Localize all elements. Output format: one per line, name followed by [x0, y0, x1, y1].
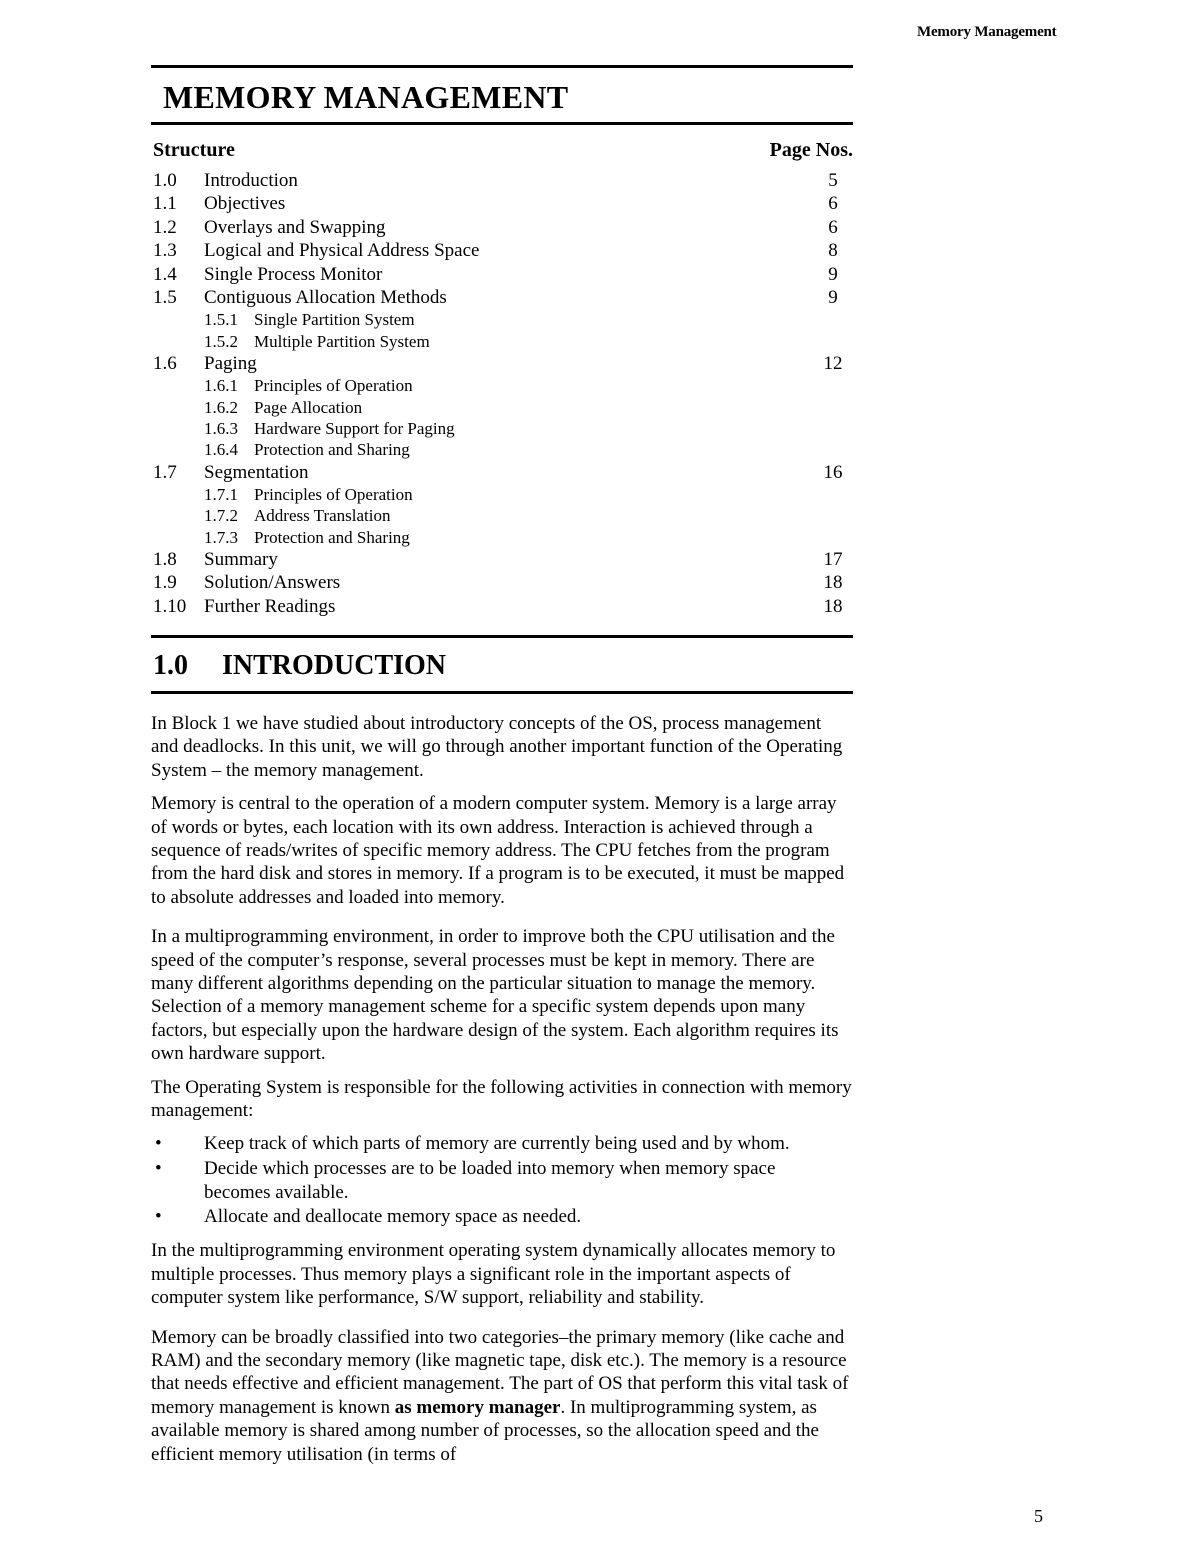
bullet-icon: • — [155, 1206, 162, 1228]
toc-entry-number: 1.8 — [153, 548, 177, 570]
toc-structure-label: Structure — [153, 139, 235, 161]
toc-entry — [151, 353, 853, 376]
toc-entry-label: Segmentation — [204, 461, 309, 483]
toc-entry — [151, 240, 853, 263]
paragraph: In Block 1 we have studied about introductory concepts of the OS, process management and deadlocks. In this unit, we will go through another important function of the Operating System – the memory management. — [151, 712, 843, 781]
paragraph-text: . In multiprogramming system, as available memory is shared among number of processes, so the allocation speed and the efficient memory utilisation (in terms of — [151, 1396, 819, 1465]
toc-entry — [151, 549, 853, 572]
page-content — [151, 65, 853, 1476]
toc-entry-label: Protection and Sharing — [254, 527, 410, 547]
toc-subentry — [151, 376, 853, 397]
toc-entry — [151, 264, 853, 287]
toc-entry-number: 1.0 — [153, 170, 177, 191]
toc-entry-label: Overlays and Swapping — [204, 216, 386, 238]
list-item-text: Keep track of which parts of memory are currently being used and by whom. — [204, 1133, 790, 1155]
toc-entry-page: 9 — [828, 286, 838, 308]
toc-entry-label: Introduction — [204, 170, 298, 191]
toc-entry-number: 1.2 — [153, 216, 177, 238]
toc-entry — [151, 572, 853, 595]
toc-entry-page: 6 — [828, 193, 838, 215]
toc-subentry — [151, 506, 853, 527]
toc-entry-page: 6 — [828, 216, 838, 238]
toc-entry-page: 9 — [828, 263, 838, 285]
toc-entry-number: 1.7 — [153, 461, 177, 483]
section-bottom-rule — [151, 691, 853, 694]
bullet-icon: • — [155, 1157, 162, 1179]
toc-entry-label: Principles of Operation — [254, 376, 413, 396]
toc-header — [151, 139, 853, 162]
toc-entry-number: 1.7.1 — [204, 484, 238, 504]
toc-entry-number: 1.1 — [153, 193, 177, 215]
toc-entry-label: Protection and Sharing — [254, 440, 410, 460]
paragraph: The Operating System is responsible for the following activities in connection with memory management: — [151, 1076, 852, 1122]
toc-entry-label: Hardware Support for Paging — [254, 418, 455, 438]
toc-entry-page: 8 — [828, 240, 838, 262]
toc-entry-page: 18 — [823, 595, 843, 617]
title-bottom-rule — [151, 122, 853, 125]
toc-subentry — [151, 440, 853, 461]
toc-entry-label: Multiple Partition System — [254, 331, 430, 351]
toc-entry-number: 1.10 — [153, 595, 187, 617]
toc-entry-label: Single Process Monitor — [204, 263, 383, 285]
toc-subentry — [151, 485, 853, 506]
toc-entry-page: 16 — [823, 461, 843, 483]
paragraph: In the multiprogramming environment operating system dynamically allocates memory to multiple processes. Thus memory plays a significant role in the important aspects of computer system like performance, S/W support, reliability and stability. — [151, 1240, 836, 1309]
toc-entry — [151, 596, 853, 619]
toc-entry-label: Paging — [204, 352, 257, 374]
toc-entry — [151, 217, 853, 240]
bullet-list — [151, 1132, 853, 1229]
toc-subentry — [151, 332, 853, 353]
toc-entry-page: 12 — [823, 352, 843, 374]
toc-entry-number: 1.6 — [153, 352, 177, 374]
toc-subentry — [151, 419, 853, 440]
toc-entry-label: Page Allocation — [254, 397, 363, 417]
list-item-text: Allocate and deallocate memory space as needed. — [204, 1206, 582, 1228]
toc-entry-number: 1.5.2 — [204, 331, 238, 351]
paragraph: Memory is central to the operation of a modern computer system. Memory is a large array of words or bytes, each location with its own address. Interaction is achieved through a sequence of reads/writes of specific memory address. The CPU fetches from the program from the hard disk and stores in memory. If a program is to be executed, it must be mapped to absolute addresses and loaded into memory. — [151, 793, 845, 908]
toc-entry-number: 1.6.4 — [204, 440, 238, 460]
toc-entry-label: Solution/Answers — [204, 572, 341, 594]
toc-subentry — [151, 528, 853, 549]
toc-entry-number: 1.9 — [153, 572, 177, 594]
page-number: 5 — [1034, 1506, 1043, 1526]
toc-entry-number: 1.5 — [153, 286, 177, 308]
page-title: MEMORY MANAGEMENT — [163, 79, 569, 115]
toc-entry-label: Single Partition System — [254, 310, 415, 330]
section-body — [151, 712, 853, 1466]
section-number: 1.0 — [153, 649, 188, 681]
toc-entry-page: 18 — [823, 572, 843, 594]
list-item — [151, 1132, 853, 1156]
toc-entry-number: 1.6.3 — [204, 418, 238, 438]
toc-entry-page: 17 — [823, 548, 843, 570]
bold-term: as memory manager — [394, 1396, 561, 1418]
paragraph: In a multiprogramming environment, in order to improve both the CPU utilisation and the speed of the computer’s response, several processes must be kept in memory. There are many different algorithms depending on the particular situation to manage the memory. Selection of a memory management scheme for a specific system depends upon many factors, but especially upon the hardware design of the system. Each algorithm requires its own hardware support. — [151, 926, 839, 1065]
paragraph-text: Memory can be broadly classified into two categories–the primary memory (like cache and RAM) and the secondary memory (like magnetic tape, disk etc.). The memory is a resource that needs effective and efficient management. The part of OS that perform this vital task of memory management is known — [151, 1326, 849, 1418]
toc-entry-label: Contiguous Allocation Methods — [204, 286, 447, 308]
toc-entry-number: 1.6.1 — [204, 376, 238, 396]
toc-entry-label: Summary — [204, 548, 278, 570]
running-header: Memory Management — [917, 24, 1057, 40]
toc-entry-page: 5 — [828, 170, 838, 191]
toc-entry — [151, 193, 853, 216]
paragraph — [151, 1326, 853, 1466]
list-item-text: Decide which processes are to be loaded into memory when memory space becomes available. — [204, 1157, 776, 1203]
toc-entry-label: Principles of Operation — [254, 484, 413, 504]
toc-entry-label: Further Readings — [204, 595, 336, 617]
table-of-contents — [151, 170, 853, 619]
toc-entry — [151, 170, 853, 193]
list-item — [151, 1205, 853, 1229]
toc-entry — [151, 462, 853, 485]
toc-entry-number: 1.5.1 — [204, 310, 238, 330]
toc-subentry — [151, 310, 853, 331]
section-title: INTRODUCTION — [222, 649, 447, 681]
toc-page-nos-label: Page Nos. — [769, 139, 853, 161]
toc-entry-label: Address Translation — [254, 506, 391, 526]
toc-entry-number: 1.7.3 — [204, 527, 238, 547]
toc-subentry — [151, 398, 853, 419]
toc-entry-number: 1.6.2 — [204, 397, 238, 417]
toc-entry-label: Objectives — [204, 193, 286, 215]
toc-entry-number: 1.4 — [153, 263, 177, 285]
section-heading — [151, 638, 853, 691]
toc-entry-number: 1.7.2 — [204, 506, 238, 526]
toc-entry — [151, 287, 853, 310]
bullet-icon: • — [155, 1133, 162, 1155]
toc-entry-number: 1.3 — [153, 240, 177, 262]
toc-entry-label: Logical and Physical Address Space — [204, 240, 480, 262]
list-item — [151, 1157, 853, 1205]
